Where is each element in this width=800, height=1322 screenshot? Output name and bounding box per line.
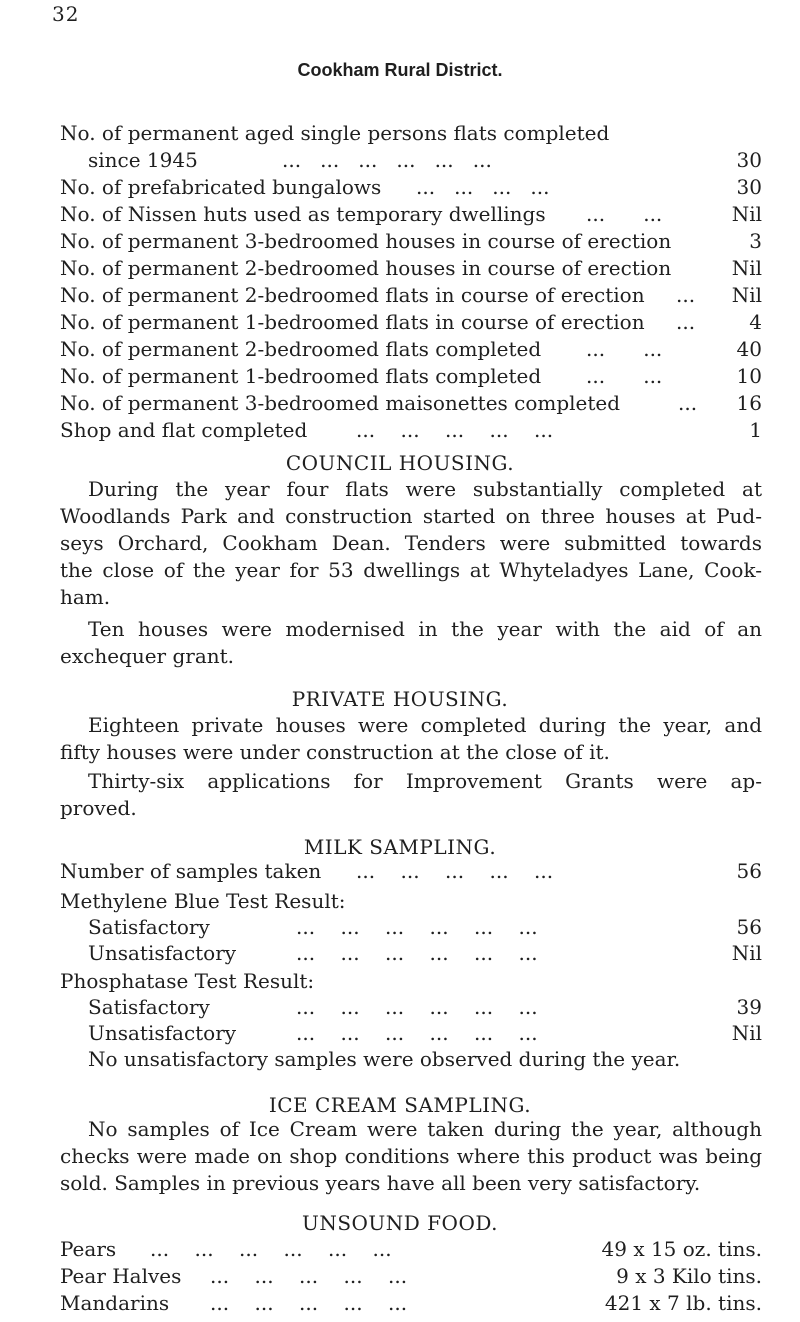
leader-dots: ... ... ... ... ... ... [282,148,492,172]
row-value: 40 [736,337,762,361]
phosphatase-label-row [60,968,762,995]
leader-dots: ... ... ... ... [416,175,550,199]
paragraph-line: proved. [60,796,137,820]
leader-dots: ... ... ... ... ... ... [150,1237,392,1261]
row-value: Nil [731,256,762,280]
ice-cream-paragraph [60,1116,762,1197]
row-label: Unsatisfactory [88,1021,237,1045]
row-label: No. of permanent 2-bedroomed flats in course of erection [60,283,645,307]
leader-dots: ... ... ... ... ... ... [296,915,538,939]
private-housing-paragraph-1 [60,712,762,766]
food-value: 49 x 15 oz. tins. [601,1237,762,1261]
paragraph-line: checks were made on shop conditions where this product was being [60,1144,762,1168]
row-label: No. of Nissen huts used as temporary dwellings [60,202,546,226]
row-label: No. of permanent 2-bedroomed houses in course of erection [60,256,672,280]
district-title: Cookham Rural District. [297,60,503,80]
flats-row-1 [60,174,762,201]
row-label: No. of prefabricated bungalows [60,175,382,199]
food-label: Mandarins [60,1291,170,1315]
phosphatase-unsatisfactory-row [60,1020,762,1047]
paragraph-line: Eighteen private houses were completed during the year, and [88,713,762,737]
row-label: Number of samples taken [60,859,322,883]
methylene-label-row [60,888,762,915]
food-value: 421 x 7 lb. tins. [604,1291,762,1315]
methylene-unsatisfactory-row [60,940,762,967]
paragraph-line: the close of the year for 53 dwellings at Whyteladyes Lane, Cook- [60,558,762,582]
flats-row-8 [60,363,762,390]
private-housing-paragraph-2 [60,768,762,822]
paragraph-line: Thirty-six applications for Improvement Grants were ap- [88,769,762,793]
leader-dots: ... ... ... ... ... [210,1291,408,1315]
leader-dots: ... ... ... ... ... [210,1264,408,1288]
ice-cream-heading: ICE CREAM SAMPLING. [268,1093,532,1117]
row-label: Satisfactory [88,915,210,939]
leader-dots: ... [676,310,696,334]
row-label: Phosphatase Test Result: [60,969,315,993]
leader-dots: ... ... ... ... ... [356,859,554,883]
paragraph-line: Ten houses were modernised in the year with the aid of an [88,617,762,641]
council-housing-paragraph-1 [60,476,762,611]
leader-dots: ... ... [586,337,663,361]
row-value: 56 [736,915,762,939]
row-label: No. of permanent 3-bedroomed maisonettes completed [60,391,621,415]
row-value: 16 [736,391,762,415]
row-label: No. of permanent 1-bedroomed flats completed [60,364,542,388]
phosphatase-satisfactory-row [60,994,762,1021]
paragraph-line: ham. [60,585,111,609]
row-label: No. of permanent 3-bedroomed houses in course of erection [60,229,672,253]
food-label: Pear Halves [60,1264,182,1288]
leader-dots: ... ... ... ... ... ... [296,995,538,1019]
leader-dots: ... ... ... ... ... [356,418,554,442]
flats-row-3 [60,228,762,255]
methylene-satisfactory-row [60,914,762,941]
flats-row-5 [60,282,762,309]
private-housing-heading: PRIVATE HOUSING. [291,687,509,711]
flats-row-7 [60,336,762,363]
leader-dots: ... [676,283,696,307]
food-value: 9 x 3 Kilo tins. [616,1264,762,1288]
flats-row-10 [60,417,762,444]
flats-row-9 [60,390,762,417]
row-value: Nil [731,941,762,965]
row-value: 39 [736,995,762,1019]
unsound-food-heading: UNSOUND FOOD. [301,1211,499,1235]
row-label: Shop and flat completed [60,418,308,442]
unsound-food-row [60,1263,762,1293]
paragraph-line: sold. Samples in previous years have all been very satisfactory. [60,1171,701,1195]
paragraph-line: fifty houses were under construction at the close of it. [60,740,610,764]
row-value: 56 [736,859,762,883]
milk-samples-row [60,858,762,885]
leader-dots: ... [678,391,698,415]
leader-dots: ... ... [586,202,663,226]
flats-row-0-cont [60,147,762,174]
paragraph-line: Woodlands Park and construction started on three houses at Pud- [60,504,762,528]
flats-row-6 [60,309,762,336]
row-value: 4 [749,310,762,334]
leader-dots: ... ... [586,364,663,388]
row-value: 30 [736,148,762,172]
row-label: Satisfactory [88,995,210,1019]
council-housing-paragraph-2 [60,616,762,670]
row-label: No. of permanent 2-bedroomed flats completed [60,337,542,361]
row-value: 3 [749,229,762,253]
flats-row-0 [60,120,762,147]
row-label: No. of permanent 1-bedroomed flats in course of erection [60,310,645,334]
paragraph-line: During the year four flats were substantially completed at [88,477,762,501]
food-label: Pears [60,1237,117,1261]
row-label: No. of permanent aged single persons flats completed [60,121,610,145]
paragraph-line: exchequer grant. [60,644,235,668]
row-label: since 1945 [88,148,198,172]
row-value: Nil [731,202,762,226]
paragraph-line: seys Orchard, Cookham Dean. Tenders were submitted towards [60,531,762,555]
milk-note-row [60,1046,762,1073]
unsound-food-row [60,1236,762,1266]
row-label: Methylene Blue Test Result: [60,889,346,913]
council-housing-heading: COUNCIL HOUSING. [285,451,515,475]
flats-row-2 [60,201,762,228]
row-value: 10 [736,364,762,388]
paragraph-line: No samples of Ice Cream were taken during the year, although [88,1117,762,1141]
leader-dots: ... ... ... ... ... ... [296,941,538,965]
leader-dots: ... ... ... ... ... ... [296,1021,538,1045]
row-value: Nil [731,1021,762,1045]
page-number: 32 [52,2,80,26]
row-value: 30 [736,175,762,199]
milk-note: No unsatisfactory samples were observed during the year. [88,1047,681,1071]
row-value: 1 [749,418,762,442]
flats-row-4 [60,255,762,282]
unsound-food-row [60,1290,762,1320]
row-value: Nil [731,283,762,307]
row-label: Unsatisfactory [88,941,237,965]
milk-sampling-heading: MILK SAMPLING. [303,835,497,859]
